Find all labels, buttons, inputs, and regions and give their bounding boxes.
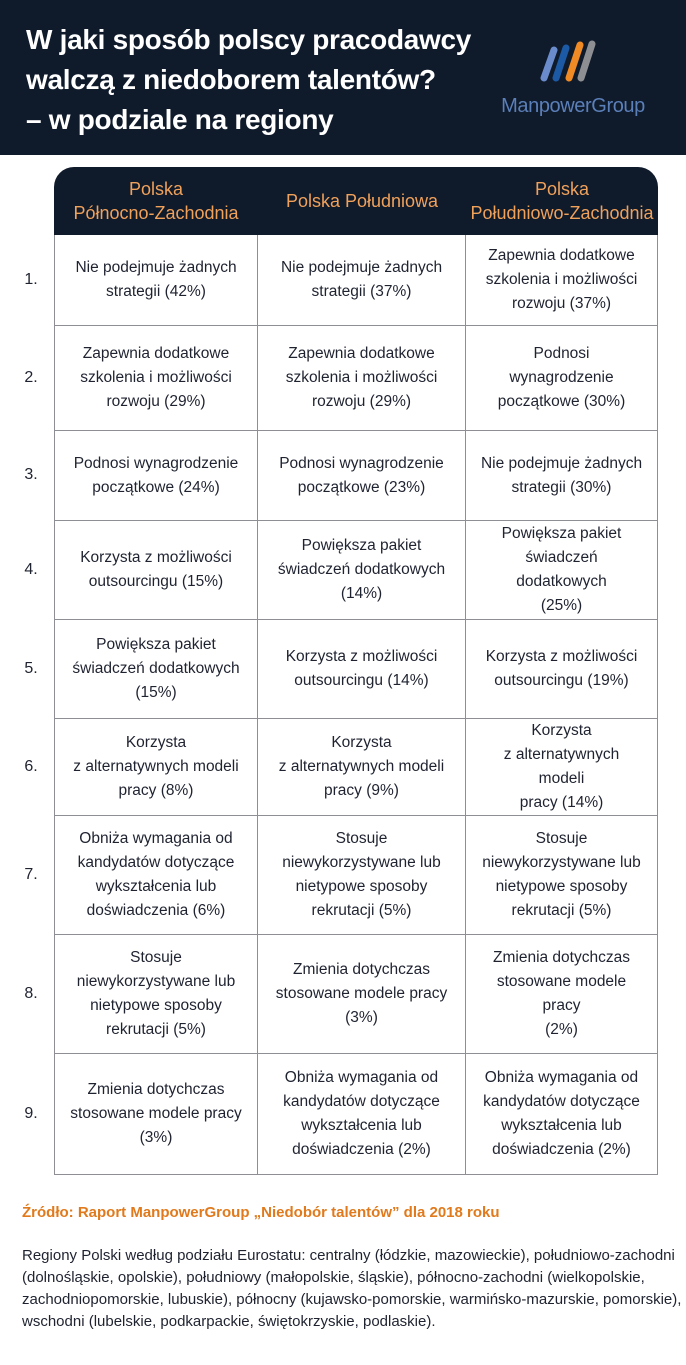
cell-line: nietypowe sposoby xyxy=(90,997,222,1014)
table-cell xyxy=(258,521,466,620)
table-cell xyxy=(54,816,258,935)
table-cell xyxy=(466,326,658,431)
cell-line: początkowe (23%) xyxy=(297,478,426,496)
cell-line: rekrutacji (5%) xyxy=(106,1021,206,1038)
note-line: zachodniopomorskie, lubuskie), północny (kujawsko-pomorskie, warmińsko-mazurskie, pomorskie), xyxy=(22,1291,682,1308)
table-cell xyxy=(466,719,658,816)
manpowergroup-logo xyxy=(488,40,658,130)
row-number: 7. xyxy=(24,865,38,883)
cell-line: (15%) xyxy=(135,684,177,701)
title-line: – w podziale na regiony xyxy=(26,104,334,135)
table-cell xyxy=(466,816,658,935)
table-cell xyxy=(54,620,258,719)
cell-line: Nie podejmuje żadnych xyxy=(280,259,443,276)
cell-line: Powiększa pakiet xyxy=(96,636,216,653)
table-cell xyxy=(258,620,466,719)
cell-line: z alternatywnych modeli xyxy=(278,758,445,775)
table-cell xyxy=(54,326,258,431)
cell-line: wykształcenia lub xyxy=(301,1117,422,1134)
cell-line: outsourcingu (19%) xyxy=(494,672,629,689)
cell-line: kandydatów dotyczące xyxy=(283,1093,440,1110)
cell-line: Podnosi wynagrodzenie xyxy=(509,345,614,386)
row-number: 1. xyxy=(24,270,38,288)
cell-line: początkowe (30%) xyxy=(497,393,626,410)
cell-line: strategii (37%) xyxy=(311,283,412,300)
table-cell xyxy=(258,235,466,326)
cell-line: Stosuje xyxy=(335,830,388,847)
note-line: (dolnośląskie, opolskie), południowy (małopolskie, śląskie), północno-zachodni (wielkopolskie, xyxy=(22,1269,645,1286)
table-cell xyxy=(258,816,466,935)
cell-line: Powiększa pakiet xyxy=(301,537,422,554)
cell-line: rekrutacji (5%) xyxy=(311,902,412,919)
cell-line: doświadczenia (6%) xyxy=(86,902,226,919)
cell-line: stosowane modele pracy xyxy=(275,985,448,1002)
row-number: 5. xyxy=(24,659,38,677)
cell-line: nietypowe sposoby xyxy=(495,878,628,895)
row-number: 8. xyxy=(24,984,38,1002)
cell-line: strategii (42%) xyxy=(106,283,206,300)
cell-line: Obniża wymagania od xyxy=(79,830,233,847)
cell-line: Nie podejmuje żadnych xyxy=(480,454,643,472)
cell-line: Zmienia dotychczas xyxy=(293,961,430,978)
cell-line: stosowane modele pracy xyxy=(70,1105,242,1122)
cell-line: Obniża wymagania od xyxy=(284,1069,439,1086)
cell-line: strategii (30%) xyxy=(511,478,612,496)
column-header-line: Polska Południowa xyxy=(285,191,439,211)
cell-line: wykształcenia lub xyxy=(95,878,217,895)
cell-line: pracy (8%) xyxy=(118,782,194,799)
cell-line: (3%) xyxy=(345,1009,378,1026)
cell-line: świadczeń dodatkowych xyxy=(277,561,446,578)
cell-line: z alternatywnych modeli xyxy=(73,758,239,775)
cell-line: Zapewnia dodatkowe xyxy=(288,345,435,362)
cell-line: Powiększa pakiet xyxy=(501,525,622,542)
column-header xyxy=(54,167,258,235)
column-header xyxy=(466,167,658,235)
cell-line: outsourcingu (14%) xyxy=(294,672,429,689)
table-cell xyxy=(258,1054,466,1175)
cell-line: niewykorzystywane lub xyxy=(482,854,641,871)
table-cell xyxy=(258,719,466,816)
table-cell xyxy=(466,1054,658,1175)
column-header-line: Polska xyxy=(534,179,590,199)
cell-line: wykształcenia lub xyxy=(501,1117,622,1134)
source-citation: Źródło: Raport ManpowerGroup „Niedobór talentów” dla 2018 roku xyxy=(22,1204,500,1221)
table-cell xyxy=(54,1054,258,1175)
cell-line: Zmienia dotychczas xyxy=(493,949,630,966)
cell-line: z alternatywnych modeli xyxy=(503,746,620,787)
cell-line: szkolenia i możliwości xyxy=(485,271,638,288)
cell-line: kandydatów dotyczące xyxy=(77,854,235,871)
cell-line: Stosuje xyxy=(130,949,182,966)
cell-line: kandydatów dotyczące xyxy=(483,1093,640,1110)
cell-line: rozwoju (37%) xyxy=(511,295,612,312)
column-header-line: Południowo-Zachodnia xyxy=(470,203,654,223)
cell-line: Podnosi wynagrodzenie xyxy=(279,454,444,472)
table-cell xyxy=(466,935,658,1054)
cell-line: Korzysta z możliwości xyxy=(80,549,232,566)
cell-line: Stosuje xyxy=(535,830,588,847)
table-cell xyxy=(258,431,466,521)
table-cell xyxy=(54,935,258,1054)
header-banner xyxy=(0,0,686,155)
note-line: Regiony Polski według podziału Eurostatu: centralny (łódzkie, mazowieckie), południowo-zachodni xyxy=(22,1247,675,1264)
cell-line: świadczeń dodatkowych xyxy=(516,549,607,590)
table-cell xyxy=(54,719,258,816)
cell-line: rekrutacji (5%) xyxy=(511,902,612,919)
row-number: 6. xyxy=(24,757,38,775)
regions-note xyxy=(22,1245,682,1333)
table-cell xyxy=(466,521,658,620)
title-line: W jaki sposób polscy pracodawcy xyxy=(26,24,472,55)
cell-line: pracy (14%) xyxy=(519,794,604,811)
table-header xyxy=(54,167,658,235)
cell-line: szkolenia i możliwości xyxy=(80,369,232,386)
cell-line: doświadczenia (2%) xyxy=(492,1141,631,1158)
cell-line: Zapewnia dodatkowe xyxy=(82,345,230,362)
cell-line: doświadczenia (2%) xyxy=(292,1141,431,1158)
cell-line: rozwoju (29%) xyxy=(311,393,412,410)
cell-line: Korzysta z możliwości xyxy=(285,648,438,665)
row-number: 9. xyxy=(24,1104,38,1122)
table-cell xyxy=(466,620,658,719)
cell-line: Zmienia dotychczas xyxy=(87,1081,225,1098)
column-header-line: Północno-Zachodnia xyxy=(73,203,239,223)
cell-line: outsourcingu (15%) xyxy=(88,573,224,590)
brand-name: ManpowerGroup xyxy=(501,95,645,117)
row-number: 2. xyxy=(24,368,38,386)
table-cell xyxy=(466,235,658,326)
table-cell xyxy=(466,431,658,521)
title-line: walczą z niedoborem talentów? xyxy=(26,64,436,95)
table-cell xyxy=(54,235,258,326)
row-number: 3. xyxy=(24,466,38,483)
cell-line: stosowane modele pracy xyxy=(496,973,627,1014)
cell-line: Nie podejmuje żadnych xyxy=(75,259,237,276)
page-title xyxy=(26,20,472,140)
table-cell xyxy=(54,521,258,620)
cell-line: niewykorzystywane lub xyxy=(282,854,441,871)
cell-line: Korzysta z możliwości xyxy=(485,648,638,665)
cell-line: szkolenia i możliwości xyxy=(285,369,438,386)
cell-line: nietypowe sposoby xyxy=(295,878,428,895)
column-header xyxy=(258,167,466,235)
cell-line: Zapewnia dodatkowe xyxy=(488,247,635,264)
cell-line: rozwoju (29%) xyxy=(106,393,206,410)
cell-line: świadczeń dodatkowych xyxy=(72,660,240,677)
row-number: 4. xyxy=(24,560,38,578)
brand-icon xyxy=(538,40,598,82)
table-cell xyxy=(54,431,258,521)
cell-line: (14%) xyxy=(340,585,383,602)
cell-line: początkowe (24%) xyxy=(92,478,220,496)
cell-line: Korzysta xyxy=(531,722,592,739)
cell-line: Podnosi wynagrodzenie xyxy=(73,454,239,472)
note-line: wschodni (lubelskie, podkarpackie, świętokrzyskie, podlaskie). xyxy=(22,1313,436,1330)
cell-line: pracy (9%) xyxy=(324,782,399,799)
cell-line: Korzysta xyxy=(331,734,392,751)
table-cell xyxy=(258,326,466,431)
cell-line: (2%) xyxy=(545,1021,578,1038)
cell-line: Obniża wymagania od xyxy=(484,1069,639,1086)
table-cell xyxy=(258,935,466,1054)
cell-line: (3%) xyxy=(139,1129,173,1146)
column-header-line: Polska xyxy=(128,179,184,199)
cell-line: niewykorzystywane lub xyxy=(76,973,236,990)
cell-line: (25%) xyxy=(540,597,583,614)
cell-line: Korzysta xyxy=(125,734,187,751)
